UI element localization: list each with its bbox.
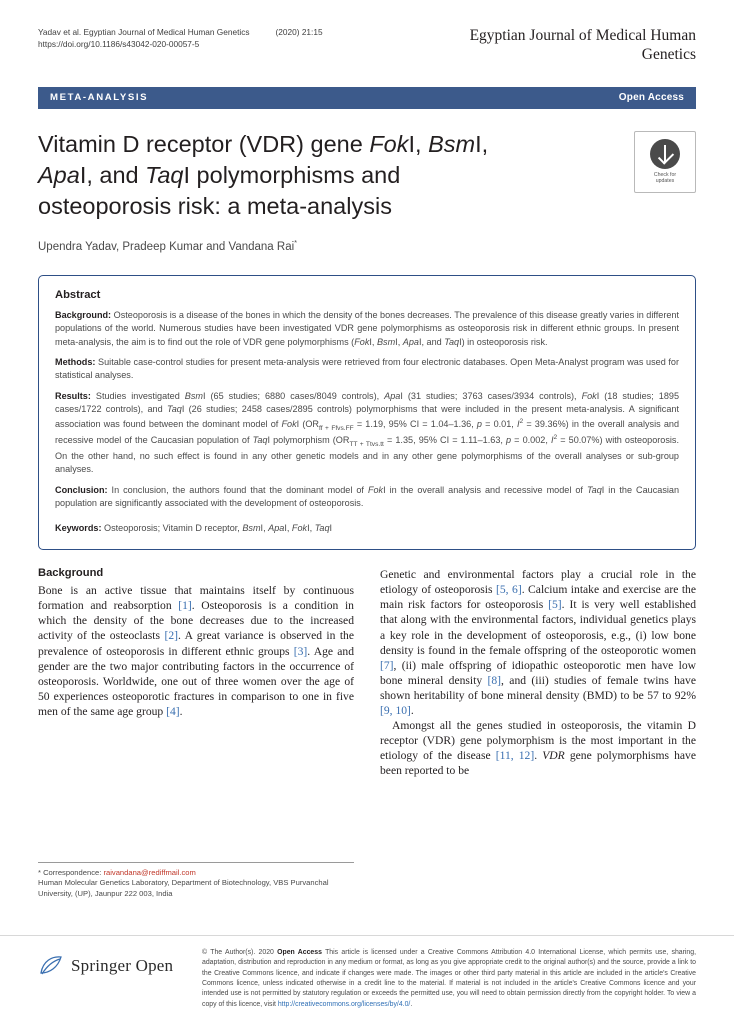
- title-part-3: I,: [475, 130, 489, 157]
- abstract-background-label: Background:: [55, 309, 112, 320]
- abstract-conclusion: Conclusion: In conclusion, the authors found that the dominant model of FokI in the overall analysis and recessive model of TaqI in the Caucasian population are significantly associated with the development of osteoporosis.: [55, 484, 679, 509]
- doi-link[interactable]: https://doi.org/10.1186/s43042-020-00057-5: [38, 39, 200, 50]
- licence-body: This article is licensed under a Creative Commons Attribution 4.0 International License, which permits use, sharing, adaptation, distribution and reproduction in any medium or format, as long as you give appropriate credit to the original author(s) and the source, provide a link to the Creative Commons licence, and indicate if changes were made. The images or other third party material in this article are included in the article's Creative Commons licence, unless indicated otherwise in a credit line to the material. If material is not included in the article's Creative Commons licence and your intended use is not permitted by statutory regulation or exceeds the permitted use, you will need to obtain permission directly from the copyright holder. To view a copy of this licence, visit: [202, 948, 697, 1008]
- title-gene-apa: Apa: [38, 161, 80, 188]
- licence-link[interactable]: http://creativecommons.org/licenses/by/4.0/: [277, 1000, 411, 1008]
- crossmark-line-1: Check for: [653, 172, 677, 179]
- column-left: [38, 567, 354, 778]
- title-gene-fok: Fok: [369, 130, 409, 157]
- title-gene-bsm: Bsm: [428, 130, 476, 157]
- abstract-results: Results: Studies investigated BsmI (65 studies; 6880 cases/8049 controls), ApaI (31 studies; 3763 cases/3934 controls), FokI (18 studies; 1895 cases/1722 controls), and TaqI (26 studies; 2458 cases/2895 controls) polymorphisms that were included in the present meta-analysis. A significant association was found between the dominant model of FokI ($OR_{ff + Ffvs.FF} = 1.19$, 95% CI = 1.04–1.36, p = 0.01, $I^2 = 39.36\%$) in the overall analysis and recessive model of the Caucasian population of TaqI polymorphism ($OR_{TT + Ttvs.tt} = 1.35$, 95% CI = 1.11–1.63, p = 0.002, $I^2 = 50.07\%$) with osteoporosis. On the other hand, no such effect is found in any other genetic models and in any other gene polymorphisms of the overall analyses or sub-group analyses.: [55, 390, 680, 475]
- citation-ref[interactable]: [8]: [487, 673, 502, 687]
- licence-text: [202, 948, 696, 1010]
- section-heading-background: Background: [38, 567, 104, 580]
- crossmark-line-2: updates: [655, 178, 675, 185]
- article-type-banner: [38, 87, 696, 109]
- licence-footer: [0, 935, 734, 1024]
- springer-wordmark: [71, 956, 173, 976]
- crossmark-check-icon: [650, 139, 680, 169]
- title-part-2: I,: [408, 130, 429, 157]
- page-title: [38, 129, 488, 222]
- abstract-keywords: Keywords: Osteoporosis; Vitamin D receptor, BsmI, ApaI, FokI, TaqI: [55, 522, 333, 533]
- citation-ref[interactable]: [4]: [166, 704, 180, 718]
- affiliation-text: Human Molecular Genetics Laboratory, Department of Biotechnology, VBS Purvanchal University, (UP), Jaunpur 222 003, India: [38, 878, 329, 899]
- abstract-keywords-label: Keywords:: [55, 522, 102, 533]
- running-head-left: [38, 26, 323, 50]
- author-list: [38, 238, 696, 253]
- title-part-5: I polymorphisms and: [183, 161, 401, 188]
- open-access-label: Open Access: [618, 92, 684, 104]
- title-part-4: I, and: [79, 161, 146, 188]
- author-names: Upendra Yadav, Pradeep Kumar and Vandana Rai: [38, 240, 295, 253]
- citation-ref[interactable]: [5]: [548, 598, 562, 612]
- abstract-results-label: Results:: [55, 390, 91, 401]
- abstract-box: [38, 275, 696, 551]
- springer-open-text: Open: [135, 955, 174, 975]
- citation-ref[interactable]: [11, 12]: [495, 749, 535, 762]
- correspondence-label: * Correspondence:: [38, 867, 102, 877]
- correspondence-footnote: [38, 862, 354, 900]
- corresponding-marker: *: [294, 237, 298, 247]
- citation-ref[interactable]: [7]: [380, 658, 394, 672]
- running-head: [38, 26, 696, 65]
- citation-ref[interactable]: [2]: [164, 629, 178, 643]
- article-type-label: META-ANALYSIS: [50, 92, 149, 104]
- citation-ref[interactable]: [9, 10]: [380, 703, 411, 717]
- running-head-citation: Yadav et al. Egyptian Journal of Medical Human Genetics: [38, 27, 250, 37]
- background-paragraph-right-1: Genetic and environmental factors play a crucial role in the etiology of osteoporosis [5, 6]. Calcium intake and exercise are the main risk factors for osteoporosis [5]. It is very well established that along with the environmental factors, individual genetics plays a key role in the development of osteoporosis, e.g., (i) low bone density is found in the female offspring of the osteoporotic women [7], (ii) male offspring of idiopathic osteoporotic men have low bone mineral density [8], and (iii) studies of female twins have shown heritability of bone mineral density (BMD) to be 57 to 92% [9, 10].: [380, 568, 696, 717]
- title-gene-taq: Taq: [145, 161, 184, 188]
- running-head-volume: (2020) 21:15: [275, 27, 323, 37]
- correspondence-email[interactable]: raivandana@rediffmail.com: [103, 867, 196, 877]
- licence-copyright: © The Author(s). 2020: [202, 948, 278, 956]
- title-block: [38, 129, 696, 222]
- springer-text: Springer: [71, 955, 132, 975]
- background-paragraph-left: Bone is an active tissue that maintains itself by continuous formation and reabsorption [1]. Osteoporosis is a condition in which the density of the bone decreases due to the increased activity of the osteoclasts [2]. A great variance is observed in the prevalence of osteoporosis in different ethnic groups [3]. Age and gender are the two major contributing factors in the occurrence of osteoporosis. Worldwide, one out of three women over the age of 50 experiences osteoporotic fractures in comparison to one in five men of the same age group [4].: [38, 584, 355, 718]
- journal-title: Egyptian Journal of Medical Human Genetics: [469, 27, 696, 64]
- crossmark-badge[interactable]: [634, 131, 696, 193]
- abstract-background: Background: Osteoporosis is a disease of the bones in which the density of the bones decreases. The prevalence of this disease greatly varies in different populations of the world. Numerous studies have been investigated VDR gene polymorphisms as osteoporosis risk in different ethnic groups. In present meta-analysis, the aim is to find out the role of VDR gene polymorphisms (FokI, BsmI, ApaI, and TaqI) in osteoporosis risk.: [55, 309, 679, 347]
- citation-ref[interactable]: [5, 6]: [496, 583, 522, 597]
- citation-ref[interactable]: [3]: [293, 644, 308, 658]
- licence-open-access-label: Open Access: [277, 948, 322, 956]
- licence-period: .: [410, 1000, 413, 1008]
- title-line-3: osteoporosis risk: a meta-analysis: [38, 192, 392, 219]
- citation-ref[interactable]: [1]: [178, 599, 192, 613]
- springer-open-logo: [38, 948, 188, 979]
- body-columns: [38, 567, 696, 778]
- column-right: [380, 567, 696, 778]
- abstract-methods-label: Methods:: [55, 356, 96, 367]
- abstract-heading: Abstract: [55, 288, 101, 301]
- background-paragraph-right-2: Amongst all the genes studied in osteoporosis, the vitamin D receptor (VDR) gene polymorphism is the most important in the etiology of the disease [11, 12]. VDR gene polymorphisms have been reported to be: [380, 718, 696, 778]
- abstract-methods: Methods: Suitable case-control studies for present meta-analysis were retrieved from four electronic databases. Open Meta-Analyst program was used for statistical analyses.: [55, 356, 679, 381]
- abstract-conclusion-label: Conclusion:: [55, 484, 108, 495]
- title-part-1: Vitamin D receptor (VDR) gene: [38, 130, 370, 157]
- springer-mark-icon: [38, 953, 64, 979]
